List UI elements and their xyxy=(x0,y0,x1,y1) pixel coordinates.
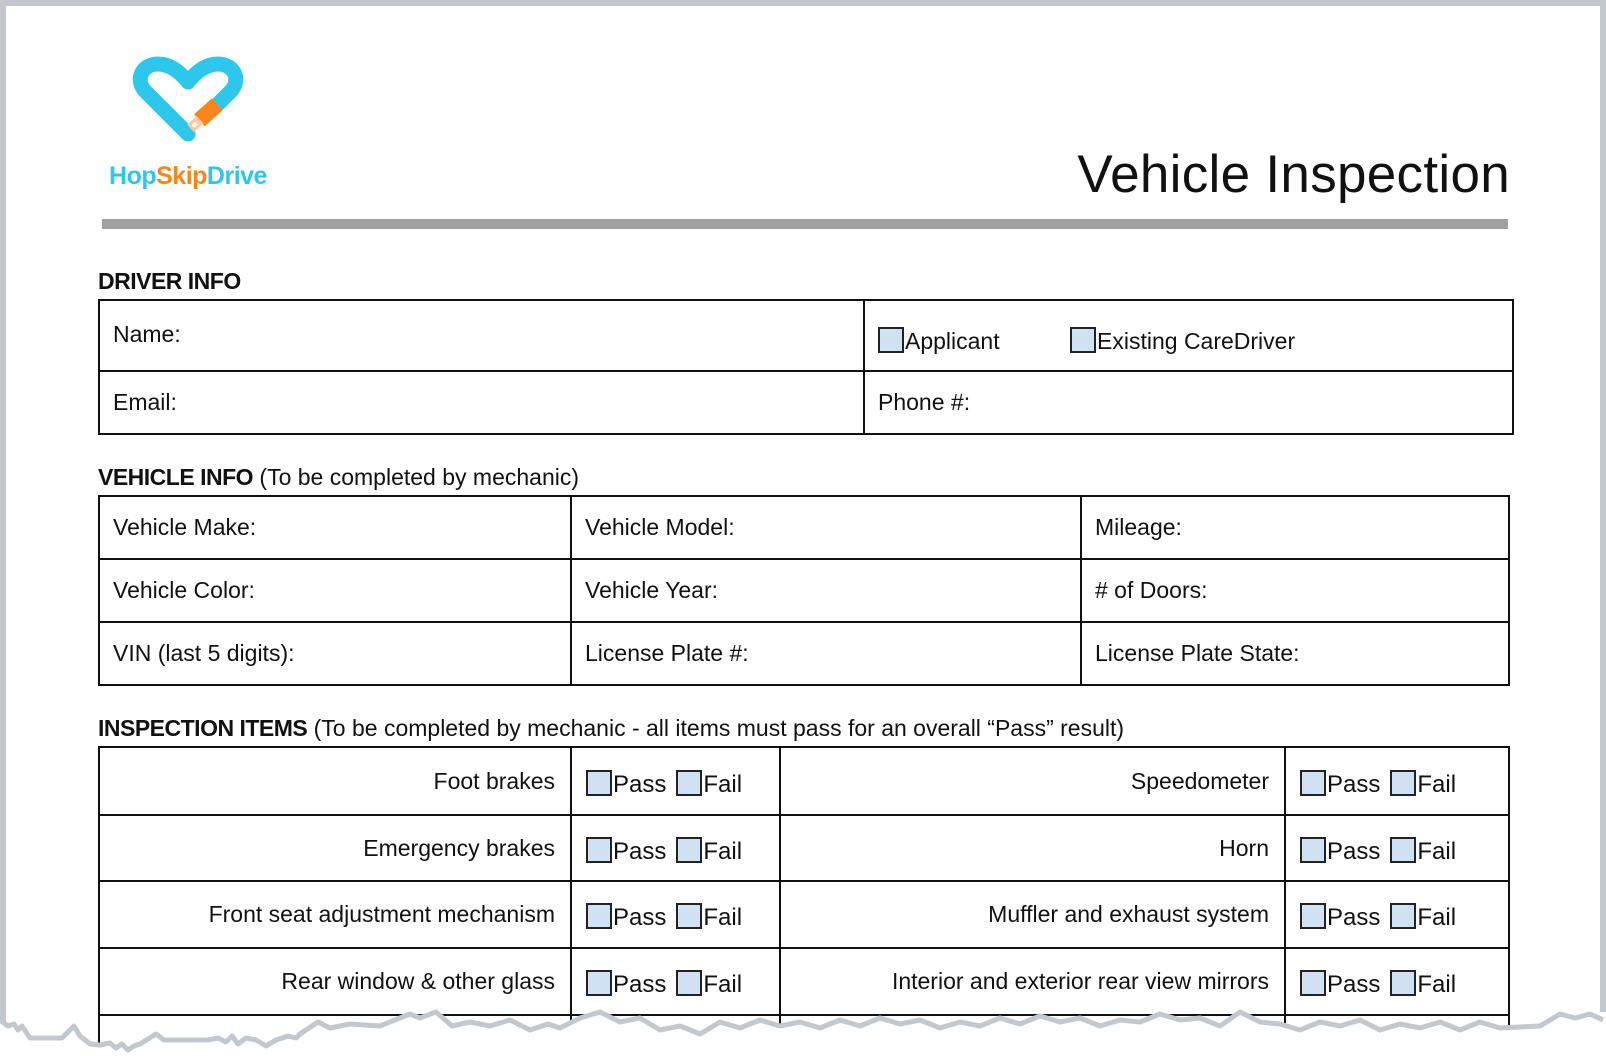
pass-fail-cell xyxy=(1285,815,1509,881)
pass-label: Pass xyxy=(1327,904,1381,931)
fail-option[interactable] xyxy=(676,903,742,932)
pass-checkbox[interactable] xyxy=(1300,770,1326,796)
pass-checkbox[interactable] xyxy=(586,970,612,996)
torn-page-edge xyxy=(0,1000,1606,1056)
inspection-item-label: Interior and exterior rear view mirrors xyxy=(780,948,1285,1015)
pass-label: Pass xyxy=(1327,971,1381,998)
fail-option[interactable] xyxy=(676,970,742,999)
fail-label: Fail xyxy=(703,904,743,931)
pass-option[interactable] xyxy=(586,970,666,999)
fail-option[interactable] xyxy=(1390,970,1456,999)
fail-option[interactable] xyxy=(1390,903,1456,932)
inspection-row xyxy=(99,747,1509,815)
inspection-item-label: Rear window & other glass xyxy=(99,948,571,1015)
applicant-label: Applicant xyxy=(905,327,1000,354)
pass-option[interactable] xyxy=(586,837,666,866)
inspection-item-label: Horn xyxy=(780,815,1285,881)
vehicle-color-field[interactable]: Vehicle Color: xyxy=(99,559,571,622)
fail-checkbox[interactable] xyxy=(1390,837,1416,863)
driver-type-cell xyxy=(864,300,1513,371)
pass-fail-cell xyxy=(1285,881,1509,948)
pass-label: Pass xyxy=(1327,837,1381,865)
vin-field[interactable]: VIN (last 5 digits): xyxy=(99,622,571,685)
applicant-option[interactable] xyxy=(878,327,1000,355)
fail-checkbox[interactable] xyxy=(1390,970,1416,996)
doors-field[interactable]: # of Doors: xyxy=(1081,559,1509,622)
header-divider xyxy=(102,219,1508,229)
name-label: Name: xyxy=(113,321,181,347)
fail-label: Fail xyxy=(1417,837,1457,865)
fail-label: Fail xyxy=(1417,770,1457,798)
fail-label: Fail xyxy=(703,770,743,798)
pass-option[interactable] xyxy=(1300,903,1380,932)
pass-label: Pass xyxy=(613,770,667,798)
mileage-field[interactable]: Mileage: xyxy=(1081,496,1509,559)
fail-option[interactable] xyxy=(676,837,742,866)
fail-option[interactable] xyxy=(676,770,742,799)
pass-option[interactable] xyxy=(1300,970,1380,999)
fail-checkbox[interactable] xyxy=(676,837,702,863)
pass-label: Pass xyxy=(1327,770,1381,798)
vehicle-make-field[interactable]: Vehicle Make: xyxy=(99,496,571,559)
inspection-row xyxy=(99,815,1509,881)
fail-label: Fail xyxy=(1417,904,1457,931)
inspection-items-heading: INSPECTION ITEMS (To be completed by mechanic - all items must pass for an overall “Pass” result) xyxy=(98,715,1125,741)
fail-label: Fail xyxy=(703,837,743,865)
logo-drive: Drive xyxy=(206,162,267,190)
pass-fail-cell xyxy=(571,815,780,881)
email-field[interactable] xyxy=(99,371,864,434)
license-plate-field[interactable]: License Plate #: xyxy=(571,622,1081,685)
hopskipdrive-logo xyxy=(96,56,280,196)
license-plate-state-field[interactable]: License Plate State: xyxy=(1081,622,1509,685)
pass-checkbox[interactable] xyxy=(1300,837,1326,863)
pass-fail-cell xyxy=(571,881,780,948)
vehicle-model-field[interactable]: Vehicle Model: xyxy=(571,496,1081,559)
inspection-item-label: Front seat adjustment mechanism xyxy=(99,881,571,948)
inspection-item-label: Muffler and exhaust system xyxy=(780,881,1285,948)
logo-skip: Skip xyxy=(156,162,207,190)
phone-field[interactable] xyxy=(864,371,1513,434)
inspection-items-note: (To be completed by mechanic - all items must pass for an overall “Pass” result) xyxy=(313,715,1125,741)
phone-label: Phone #: xyxy=(878,389,971,415)
page-title: Vehicle Inspection xyxy=(1077,145,1510,204)
fail-checkbox[interactable] xyxy=(676,770,702,796)
pass-option[interactable] xyxy=(1300,837,1380,866)
pass-option[interactable] xyxy=(586,903,666,932)
pass-label: Pass xyxy=(613,904,667,931)
pass-label: Pass xyxy=(613,837,667,865)
inspection-row xyxy=(99,881,1509,948)
vehicle-year-field[interactable]: Vehicle Year: xyxy=(571,559,1081,622)
fail-label: Fail xyxy=(703,971,743,998)
logo-hop: Hop xyxy=(109,162,157,190)
logo-wordmark xyxy=(96,162,280,191)
heart-seatbelt-icon xyxy=(96,56,280,156)
existing-caredriver-option[interactable] xyxy=(1070,327,1295,355)
pass-checkbox[interactable] xyxy=(1300,903,1326,929)
fail-checkbox[interactable] xyxy=(1390,903,1416,929)
driver-info-table xyxy=(98,299,1514,435)
email-label: Email: xyxy=(113,389,177,415)
fail-option[interactable] xyxy=(1390,770,1456,799)
existing-caredriver-checkbox[interactable] xyxy=(1070,327,1096,353)
pass-fail-cell xyxy=(571,747,780,815)
driver-info-heading: DRIVER INFO xyxy=(98,268,241,294)
pass-option[interactable] xyxy=(1300,770,1380,799)
inspection-item-label: Emergency brakes xyxy=(99,815,571,881)
pass-label: Pass xyxy=(613,971,667,998)
pass-checkbox[interactable] xyxy=(586,837,612,863)
applicant-checkbox[interactable] xyxy=(878,327,904,353)
inspection-item-label: Foot brakes xyxy=(99,747,571,815)
fail-checkbox[interactable] xyxy=(676,970,702,996)
fail-option[interactable] xyxy=(1390,837,1456,866)
name-field[interactable] xyxy=(99,300,864,371)
inspection-item-label: Speedometer xyxy=(780,747,1285,815)
pass-checkbox[interactable] xyxy=(586,770,612,796)
pass-checkbox[interactable] xyxy=(1300,970,1326,996)
fail-checkbox[interactable] xyxy=(676,903,702,929)
vehicle-info-table xyxy=(98,495,1510,686)
fail-label: Fail xyxy=(1417,971,1457,998)
pass-option[interactable] xyxy=(586,770,666,799)
existing-caredriver-label: Existing CareDriver xyxy=(1097,327,1296,354)
fail-checkbox[interactable] xyxy=(1390,770,1416,796)
pass-fail-cell xyxy=(1285,747,1509,815)
pass-checkbox[interactable] xyxy=(586,903,612,929)
vehicle-info-note: (To be completed by mechanic) xyxy=(259,464,580,490)
vehicle-info-heading: VEHICLE INFO (To be completed by mechanic) xyxy=(98,464,580,490)
